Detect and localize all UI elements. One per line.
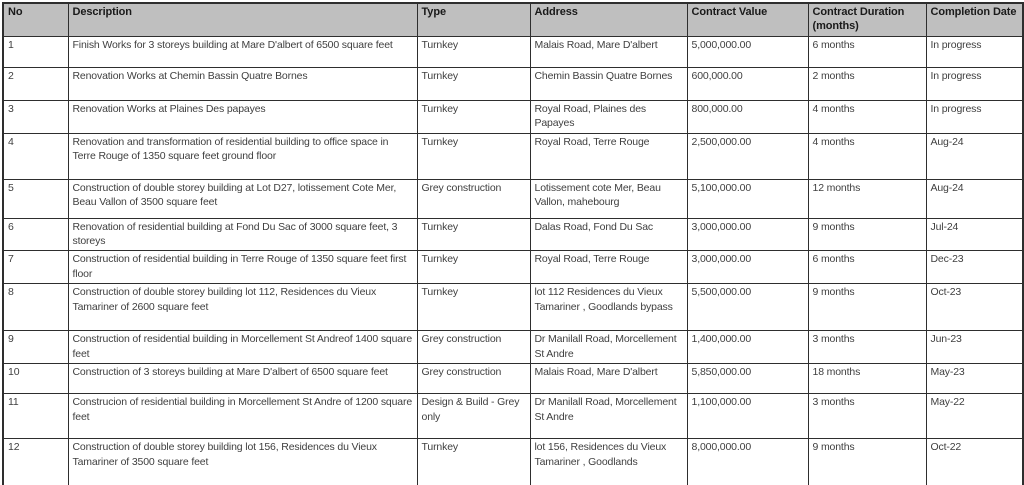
cell-no: 9	[3, 331, 68, 364]
cell-description: Finish Works for 3 storeys building at Mare D'albert of 6500 square feet	[68, 36, 417, 67]
cell-address: Royal Road, Plaines des Papayes	[530, 100, 687, 133]
cell-address: Royal Road, Terre Rouge	[530, 133, 687, 179]
cell-type: Turnkey	[417, 67, 530, 100]
cell-no: 11	[3, 393, 68, 438]
cell-completion-date: May-22	[926, 393, 1023, 438]
column-header-address: Address	[530, 3, 687, 36]
cell-type: Turnkey	[417, 284, 530, 331]
table-row	[3, 438, 1023, 485]
cell-description: Renovation Works at Chemin Bassin Quatre Bornes	[68, 67, 417, 100]
cell-address: lot 156, Residences du Vieux Tamariner , Goodlands	[530, 438, 687, 485]
cell-contract-value: 8,000,000.00	[687, 438, 808, 485]
cell-address: Royal Road, Terre Rouge	[530, 251, 687, 284]
cell-address: Chemin Bassin Quatre Bornes	[530, 67, 687, 100]
column-header-contract-value: Contract Value	[687, 3, 808, 36]
cell-description: Renovation of residential building at Fond Du Sac of 3000 square feet, 3 storeys	[68, 218, 417, 251]
cell-contract-value: 1,400,000.00	[687, 331, 808, 364]
cell-completion-date: Oct-22	[926, 438, 1023, 485]
cell-no: 4	[3, 133, 68, 179]
cell-type: Turnkey	[417, 218, 530, 251]
cell-contract-value: 3,000,000.00	[687, 251, 808, 284]
cell-description: Construction of double storey building at Lot D27, lotissement Cote Mer, Beau Vallon of 3500 square feet	[68, 179, 417, 218]
table-row	[3, 393, 1023, 438]
cell-description: Construction of double storey building lot 112, Residences du Vieux Tamariner of 2600 square feet	[68, 284, 417, 331]
cell-completion-date: Dec-23	[926, 251, 1023, 284]
cell-type: Turnkey	[417, 438, 530, 485]
table-row	[3, 218, 1023, 251]
cell-no: 3	[3, 100, 68, 133]
cell-contract-value: 5,100,000.00	[687, 179, 808, 218]
cell-contract-duration: 9 months	[808, 284, 926, 331]
cell-description: Renovation Works at Plaines Des papayes	[68, 100, 417, 133]
cell-completion-date: Oct-23	[926, 284, 1023, 331]
cell-address: Dalas Road, Fond Du Sac	[530, 218, 687, 251]
table-row	[3, 36, 1023, 67]
column-header-type: Type	[417, 3, 530, 36]
column-header-contract-duration: Contract Duration (months)	[808, 3, 926, 36]
table-row	[3, 284, 1023, 331]
cell-description: Construction of 3 storeys building at Mare D'albert of 6500 square feet	[68, 363, 417, 393]
cell-contract-duration: 3 months	[808, 331, 926, 364]
cell-no: 12	[3, 438, 68, 485]
cell-completion-date: In progress	[926, 67, 1023, 100]
cell-contract-value: 800,000.00	[687, 100, 808, 133]
cell-contract-duration: 6 months	[808, 251, 926, 284]
cell-type: Turnkey	[417, 100, 530, 133]
cell-description: Construction of double storey building lot 156, Residences du Vieux Tamariner of 3500 square feet	[68, 438, 417, 485]
cell-contract-duration: 12 months	[808, 179, 926, 218]
table-row	[3, 67, 1023, 100]
cell-address: Malais Road, Mare D'albert	[530, 363, 687, 393]
cell-completion-date: In progress	[926, 36, 1023, 67]
column-header-completion-date: Completion Date	[926, 3, 1023, 36]
cell-no: 5	[3, 179, 68, 218]
cell-description: Renovation and transformation of residential building to office space in Terre Rouge of 1350 square feet ground floor	[68, 133, 417, 179]
cell-no: 1	[3, 36, 68, 67]
table-row	[3, 251, 1023, 284]
cell-address: Dr Manilall Road, Morcellement St Andre	[530, 331, 687, 364]
cell-contract-duration: 3 months	[808, 393, 926, 438]
cell-contract-value: 2,500,000.00	[687, 133, 808, 179]
cell-type: Grey construction	[417, 331, 530, 364]
cell-address: Dr Manilall Road, Morcellement St Andre	[530, 393, 687, 438]
cell-completion-date: Aug-24	[926, 179, 1023, 218]
table-row	[3, 133, 1023, 179]
cell-completion-date: May-23	[926, 363, 1023, 393]
table-body	[3, 36, 1023, 485]
cell-no: 10	[3, 363, 68, 393]
cell-no: 6	[3, 218, 68, 251]
cell-type: Turnkey	[417, 36, 530, 67]
table-row	[3, 100, 1023, 133]
cell-completion-date: Jul-24	[926, 218, 1023, 251]
column-header-no: No	[3, 3, 68, 36]
projects-table	[2, 2, 1024, 485]
column-header-description: Description	[68, 3, 417, 36]
cell-address: lot 112 Residences du Vieux Tamariner , Goodlands bypass	[530, 284, 687, 331]
cell-contract-value: 5,000,000.00	[687, 36, 808, 67]
cell-contract-duration: 9 months	[808, 438, 926, 485]
cell-description: Construcion of residential building in Morcellement St Andre of 1200 square feet	[68, 393, 417, 438]
cell-contract-duration: 6 months	[808, 36, 926, 67]
cell-no: 8	[3, 284, 68, 331]
cell-type: Turnkey	[417, 251, 530, 284]
cell-contract-duration: 4 months	[808, 133, 926, 179]
header-row	[3, 3, 1023, 36]
cell-contract-duration: 4 months	[808, 100, 926, 133]
cell-type: Turnkey	[417, 133, 530, 179]
table-row	[3, 331, 1023, 364]
cell-completion-date: In progress	[926, 100, 1023, 133]
cell-no: 2	[3, 67, 68, 100]
table-row	[3, 363, 1023, 393]
cell-contract-duration: 2 months	[808, 67, 926, 100]
cell-no: 7	[3, 251, 68, 284]
cell-description: Construction of residential building in Terre Rouge of 1350 square feet first floor	[68, 251, 417, 284]
cell-type: Design & Build - Grey only	[417, 393, 530, 438]
cell-completion-date: Aug-24	[926, 133, 1023, 179]
cell-completion-date: Jun-23	[926, 331, 1023, 364]
cell-address: Malais Road, Mare D'albert	[530, 36, 687, 67]
cell-type: Grey construction	[417, 179, 530, 218]
cell-description: Construction of residential building in Morcellement St Andreof 1400 square feet	[68, 331, 417, 364]
cell-contract-value: 5,500,000.00	[687, 284, 808, 331]
table-row	[3, 179, 1023, 218]
cell-contract-value: 3,000,000.00	[687, 218, 808, 251]
cell-contract-value: 5,850,000.00	[687, 363, 808, 393]
cell-type: Grey construction	[417, 363, 530, 393]
cell-contract-value: 600,000.00	[687, 67, 808, 100]
cell-address: Lotissement cote Mer, Beau Vallon, mahebourg	[530, 179, 687, 218]
cell-contract-duration: 18 months	[808, 363, 926, 393]
cell-contract-value: 1,100,000.00	[687, 393, 808, 438]
table-header	[3, 3, 1023, 36]
cell-contract-duration: 9 months	[808, 218, 926, 251]
